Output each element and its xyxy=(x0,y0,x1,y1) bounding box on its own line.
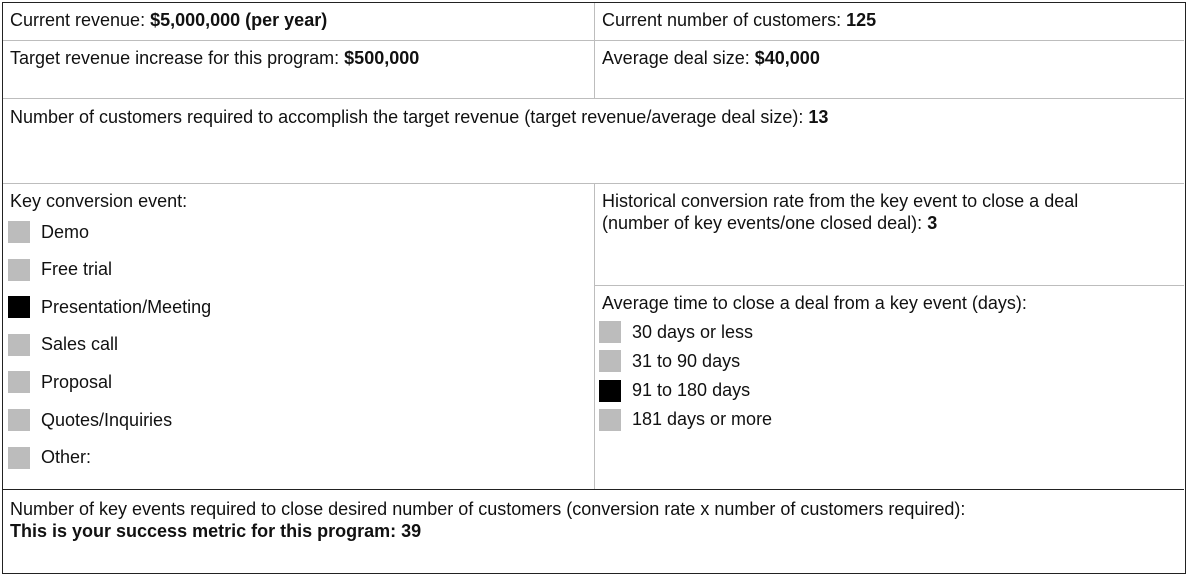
key-event-option[interactable] xyxy=(8,295,211,319)
unchecked-box-icon[interactable] xyxy=(8,334,30,356)
unchecked-box-icon[interactable] xyxy=(8,259,30,281)
average-deal-label: Average deal size: xyxy=(602,48,755,68)
close-time-option[interactable] xyxy=(599,408,772,432)
worksheet xyxy=(2,2,1186,574)
target-revenue-value: $500,000 xyxy=(344,48,420,68)
unchecked-box-icon[interactable] xyxy=(8,409,30,431)
key-event-option-label: Demo xyxy=(41,221,90,242)
average-deal-value: $40,000 xyxy=(754,48,820,68)
success-metric-cell xyxy=(3,491,1185,573)
close-time-option[interactable] xyxy=(599,379,750,403)
key-event-option-label: Free trial xyxy=(41,259,113,280)
current-customers-label: Current number of customers: xyxy=(602,10,847,30)
customers-required-label: Number of customers required to accomplish the target revenue (target revenue/average deal size): xyxy=(10,107,809,127)
average-deal-cell xyxy=(595,41,1185,98)
divider xyxy=(3,489,1184,490)
target-revenue-cell xyxy=(3,41,594,98)
close-time-option[interactable] xyxy=(599,349,740,373)
conversion-rate-cell xyxy=(595,184,1185,285)
unchecked-box-icon[interactable] xyxy=(599,350,621,372)
close-time-option-label: 181 days or more xyxy=(632,409,773,430)
success-metric-line1: Number of key events required to close desired number of customers (conversion rate x number of customers required): xyxy=(10,499,966,519)
key-event-option-label: Quotes/Inquiries xyxy=(41,409,173,430)
unchecked-box-icon[interactable] xyxy=(599,321,621,343)
checked-box-icon[interactable] xyxy=(8,296,30,318)
current-customers-cell xyxy=(595,3,1185,40)
key-event-option[interactable] xyxy=(8,370,112,394)
unchecked-box-icon[interactable] xyxy=(8,221,30,243)
current-revenue-cell xyxy=(3,3,594,40)
current-revenue-label: Current revenue: xyxy=(10,10,151,30)
key-event-option[interactable] xyxy=(8,258,112,282)
customers-required-value: 13 xyxy=(808,107,829,127)
key-event-option[interactable] xyxy=(8,446,91,470)
key-event-option-label: Sales call xyxy=(41,334,119,355)
customers-required-cell xyxy=(3,99,1185,183)
unchecked-box-icon[interactable] xyxy=(599,409,621,431)
key-event-option[interactable] xyxy=(8,220,89,244)
key-event-option-label: Other: xyxy=(41,447,92,468)
current-revenue-value: $5,000,000 (per year) xyxy=(150,10,328,30)
close-time-option-label: 31 to 90 days xyxy=(632,350,741,371)
key-event-option-label: Presentation/Meeting xyxy=(41,296,212,317)
key-event-option[interactable] xyxy=(8,333,118,357)
key-event-label: Key conversion event: xyxy=(10,191,188,211)
current-customers-value: 125 xyxy=(846,10,877,30)
conversion-rate-line1: Historical conversion rate from the key event to close a deal xyxy=(602,191,1079,211)
unchecked-box-icon[interactable] xyxy=(8,447,30,469)
unchecked-box-icon[interactable] xyxy=(8,371,30,393)
success-metric-line2: This is your success metric for this program: 39 xyxy=(10,521,422,541)
close-time-label: Average time to close a deal from a key event (days): xyxy=(602,293,1027,313)
target-revenue-label: Target revenue increase for this program: xyxy=(10,48,345,68)
key-event-option-label: Proposal xyxy=(41,371,113,392)
close-time-option-label: 30 days or less xyxy=(632,321,754,342)
close-time-option-label: 91 to 180 days xyxy=(632,380,751,401)
key-event-option[interactable] xyxy=(8,408,172,432)
close-time-option[interactable] xyxy=(599,320,753,344)
checked-box-icon[interactable] xyxy=(599,380,621,402)
conversion-rate-value: 3 xyxy=(927,213,938,233)
conversion-rate-line2: (number of key events/one closed deal): xyxy=(602,213,928,233)
